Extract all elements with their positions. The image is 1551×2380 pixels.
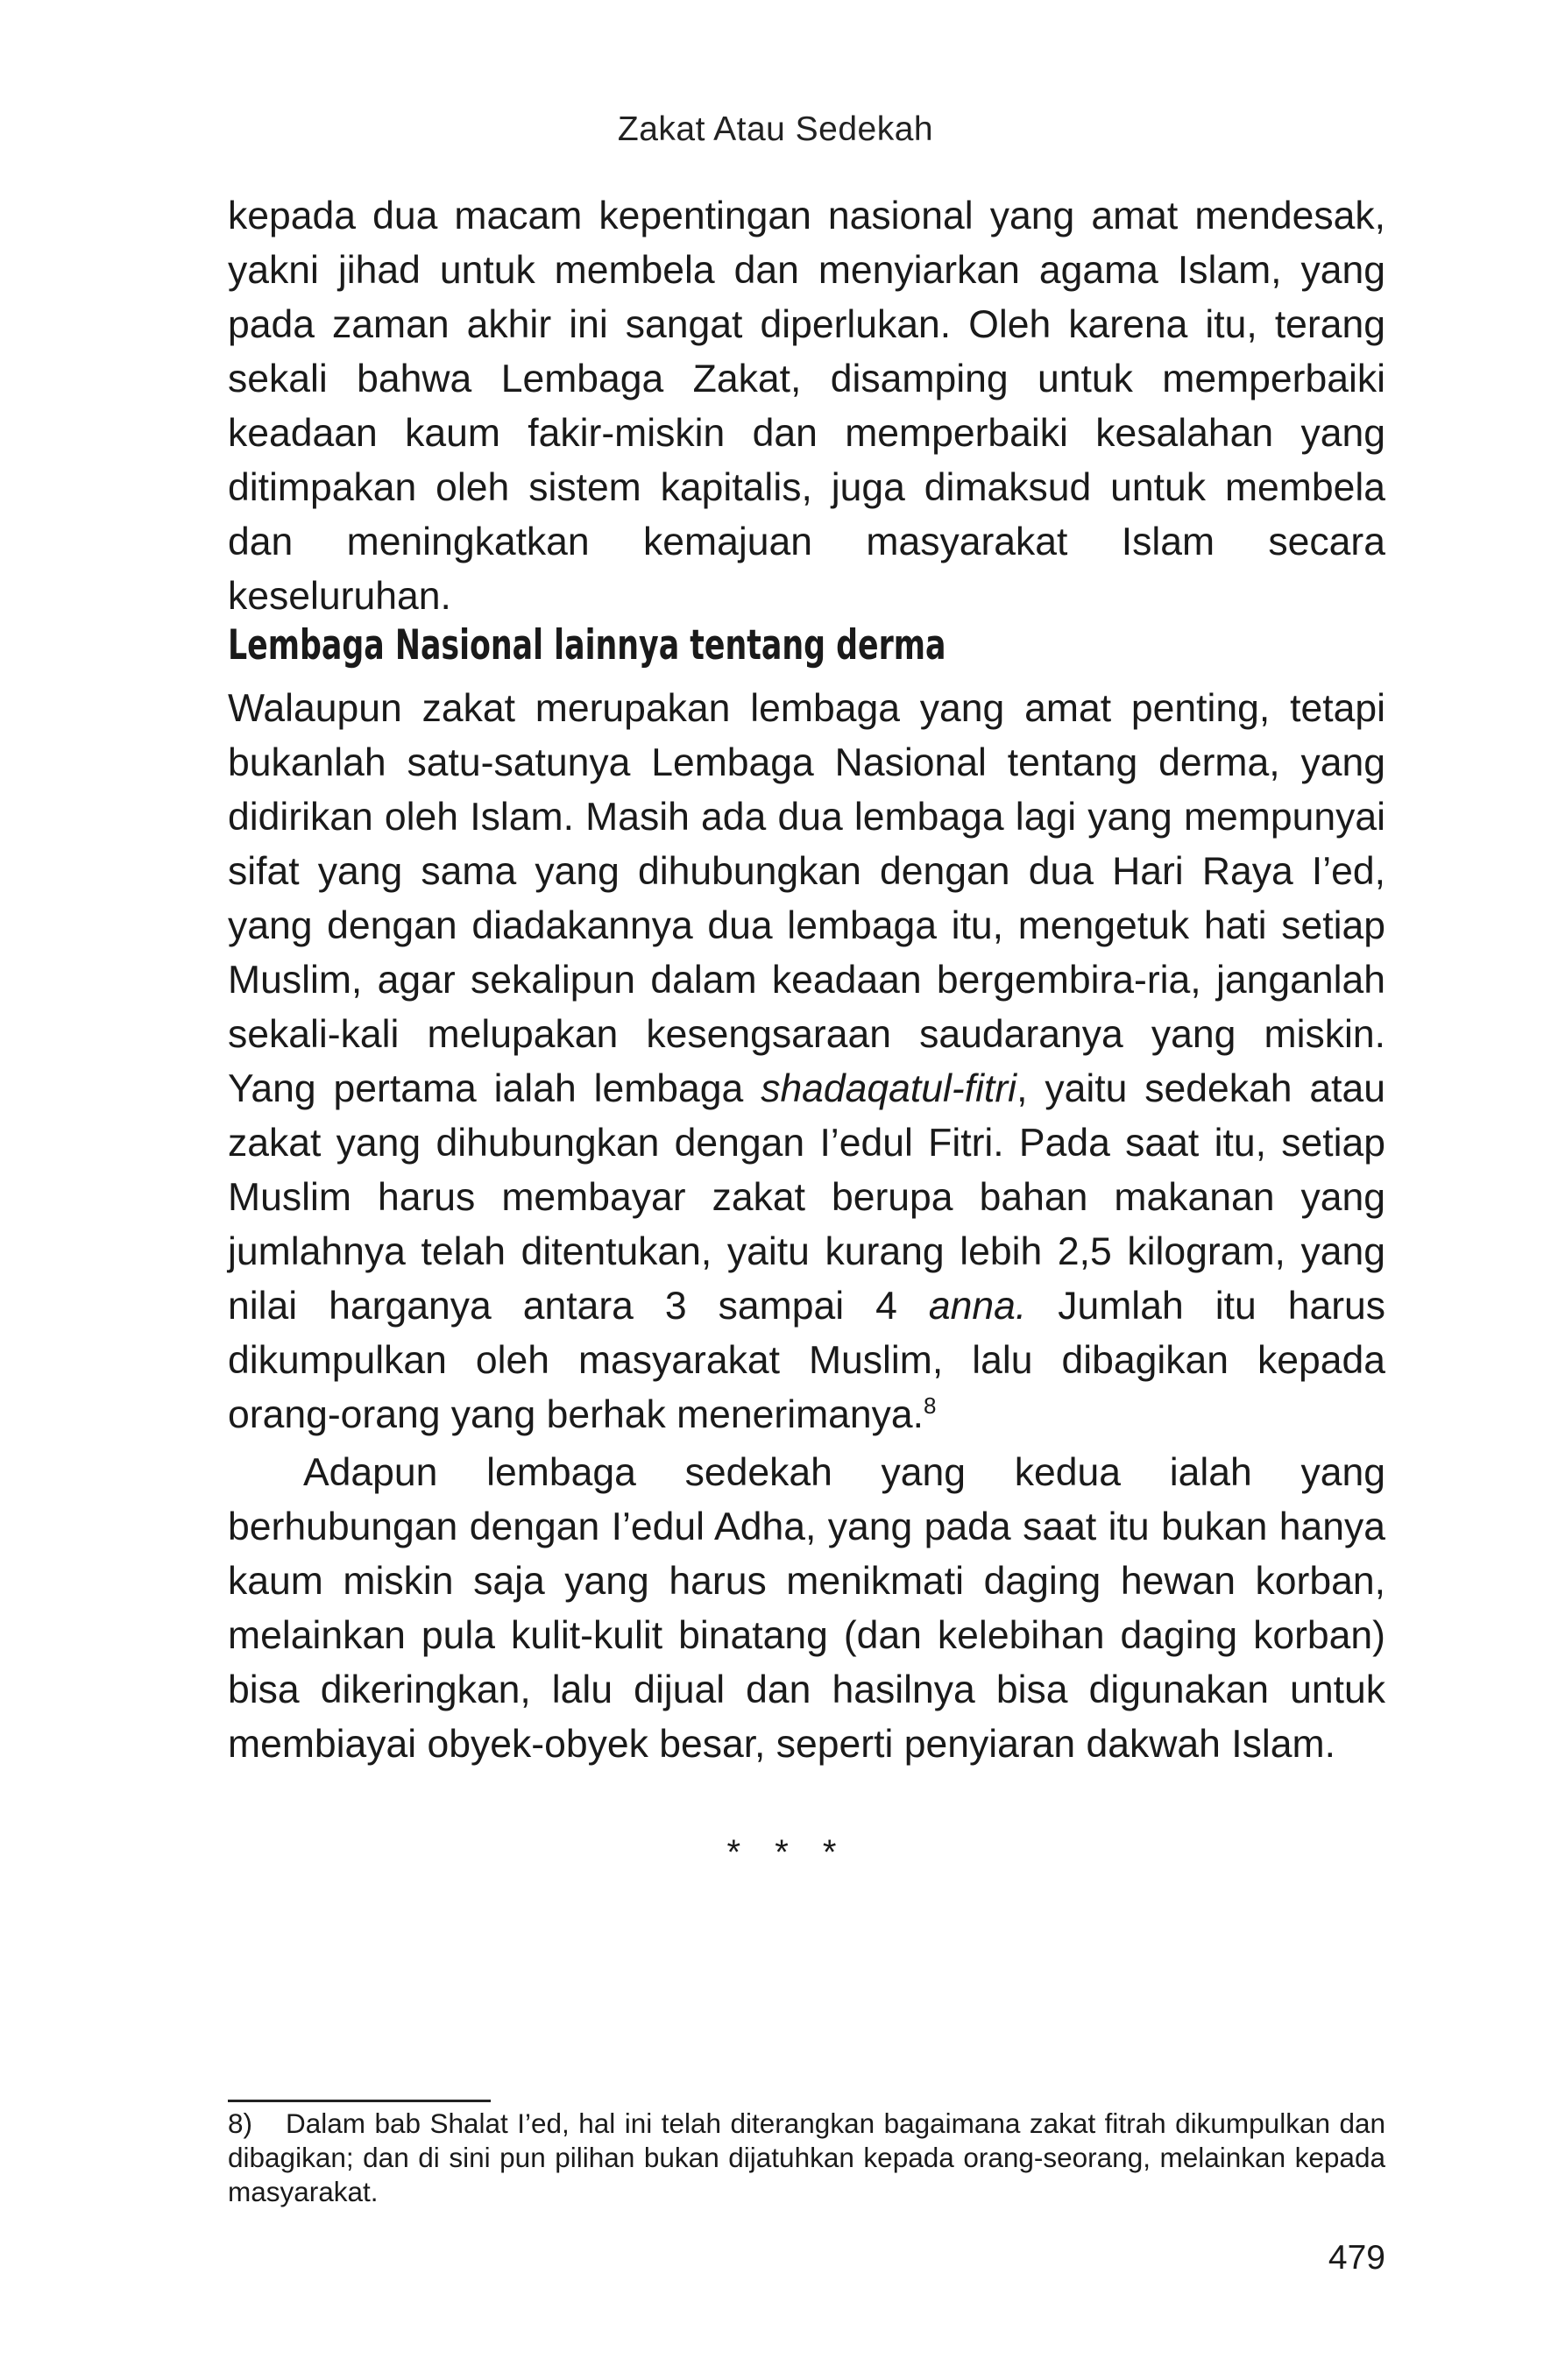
paragraph-fitri-text-2: , yaitu sedekah atau zakat yang dihubungkan dengan I’edul Fitri. Pada saat itu, setiap Muslim harus membayar zakat berupa bahan makanan yang jumlahnya telah ditentukan, yaitu kurang lebih 2,5 kilogram, yang nilai harganya antara 3 sampai 4	[228, 1067, 1385, 1328]
running-head: Zakat Atau Sedekah	[617, 110, 934, 148]
footnote-number: 8)	[228, 2107, 253, 2139]
term-anna: anna.	[928, 1285, 1027, 1328]
page-number: 479	[1328, 2239, 1385, 2277]
footnote	[228, 2107, 1385, 2209]
footnote-divider	[228, 2100, 491, 2102]
footnote-text: Dalam bab Shalat I’ed, hal ini telah diterangkan bagaimana zakat fitrah dikumpulkan dan dibagikan; dan di sini pun pilihan bukan dijatuhkan kepada orang-seorang, melainkan kepada masyarakat.	[228, 2107, 1385, 2207]
paragraph-fitri-text-3: Jumlah itu harus dikumpulkan oleh masyarakat Muslim, lalu dibagikan kepada orang-orang yang berhak menerimanya.	[228, 1285, 1386, 1436]
paragraph-adha: Adapun lembaga sedekah yang kedua ialah yang berhubungan dengan I’edul Adha, yang pada saat itu bukan hanya kaum miskin saja yang harus menikmati daging hewan korban, melainkan pula kulit-kulit binatang (dan kelebihan daging korban) bisa dikeringkan, lalu dijual dan hasilnya bisa digunakan untuk membiayai obyek-obyek besar, seperti penyiaran dakwah Islam.	[228, 1451, 1385, 1766]
term-shadaqatul-fitri: shadaqatul-fitri	[761, 1067, 1017, 1110]
section-separator: * * *	[726, 1833, 849, 1872]
paragraph-fitri-text-1: Walaupun zakat merupakan lembaga yang amat penting, tetapi bukanlah satu-satunya Lembaga Nasional tentang derma, yang didirikan oleh Islam. Masih ada dua lembaga lagi yang mempunyai sifat yang sama yang dihubungkan dengan dua Hari Raya I’ed, yang dengan diadakannya dua lembaga itu, mengetuk hati setiap Muslim, agar sekalipun dalam keadaan bergembira-ria, janganlah sekali-kali melupakan kesengsaraan saudaranya yang miskin. Yang pertama ialah lembaga	[228, 687, 1385, 1110]
paragraph-intro: kepada dua macam kepentingan nasional yang amat mendesak, yakni jihad untuk membela dan menyiarkan agama Islam, yang pada zaman akhir ini sangat diperlukan. Oleh karena itu, terang sekali bahwa Lembaga Zakat, disamping untuk memperbaiki keadaan kaum fakir-miskin dan memperbaiki kesalahan yang ditimpakan oleh sistem kapitalis, juga dimaksud untuk membela dan meningkatkan kemajuan masyarakat Islam secara keseluruhan.	[228, 195, 1385, 618]
paragraph-fitri	[228, 682, 1385, 1442]
footnote-reference[interactable]: 8	[924, 1392, 937, 1420]
section-heading: Lembaga Nasional lainnya tentang derma	[228, 621, 946, 669]
